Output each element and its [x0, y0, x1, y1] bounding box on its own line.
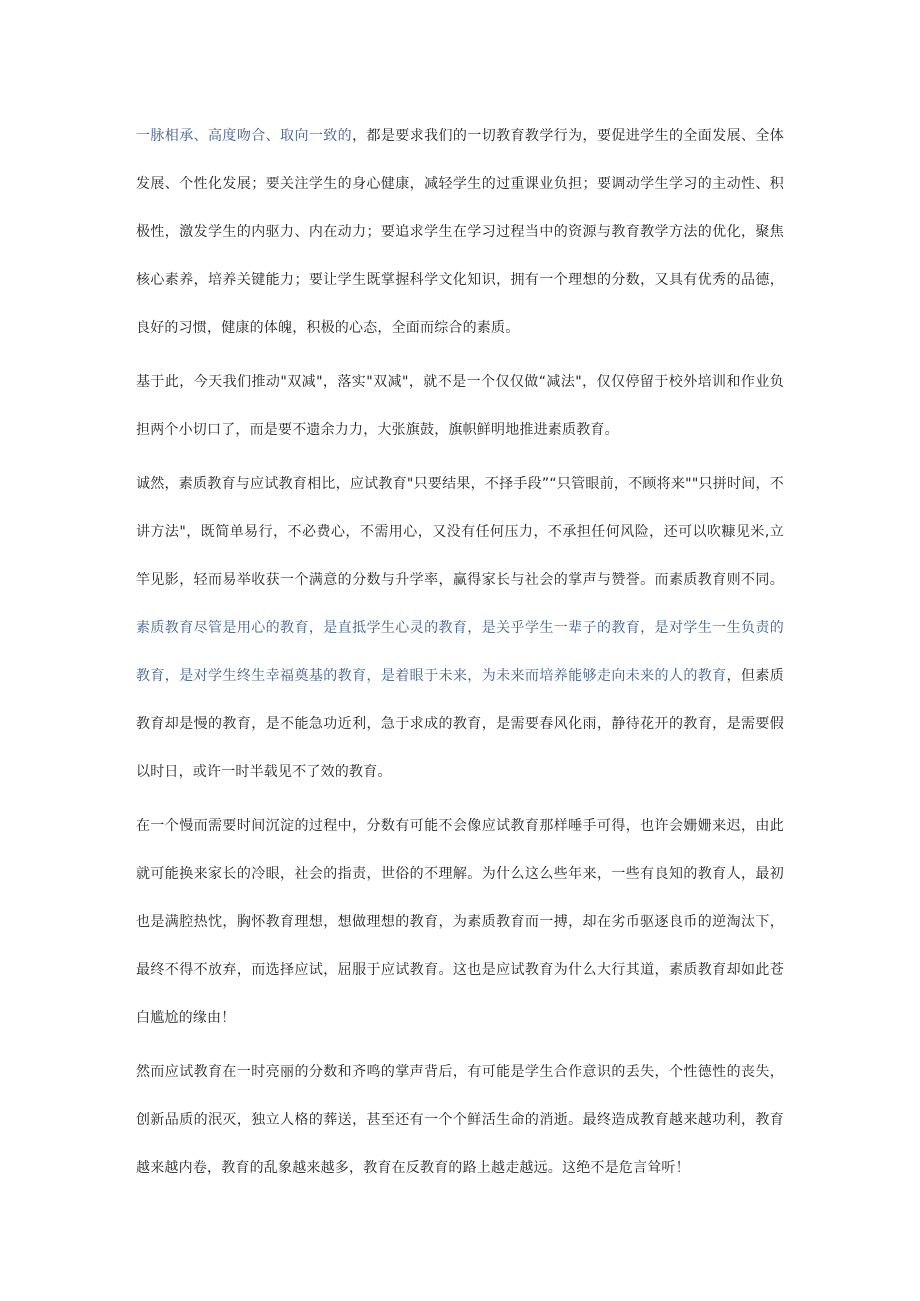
body-text: 诚然，素质教育与应试教育相比，应试教育"只要结果，不择手段”“只管眼前，不顾将来""只拼时间，不讲方法"，既简单易行，不必费心，不需用心，又没有任何压力，不承担任何风险，还可以吹糠见米,立竿见影，轻而易举收获一个满意的分数与升学率，赢得家长与社会的掌声与赞誉。而素质教育则不同。	[136, 476, 784, 588]
highlighted-text: 一脉相承、高度吻合、取向一致的	[136, 128, 353, 144]
body-text: 然而应试教育在一时亮丽的分数和齐鸣的掌声背后，有可能是学生合作意识的丢失，个性德性的丧失，创新品质的泯灭，独立人格的葬送，甚至还有一个个鲜活生命的消逝。最终造成教育越来越功利，教育越来越内卷，教育的乱象越来越多，教育在反教育的路上越走越远。这绝不是危言耸听！	[136, 1064, 784, 1176]
paragraph-5	[136, 1048, 784, 1192]
document-body	[136, 112, 784, 1198]
paragraph-2	[136, 358, 784, 454]
body-text: 在一个慢而需要时间沉淀的过程中，分数有可能不会像应试教育那样唾手可得，也许会姗姗来迟，由此就可能换来家长的冷眼，社会的指责，世俗的不理解。为什么这么些年来，一些有良知的教育人，最初也是满腔热忱，胸怀教育理想，想做理想的教育，为素质教育而一搏，却在劣币驱逐良币的逆淘汰下，最终不得不放弃，而选择应试，屈服于应试教育。这也是应试教育为什么大行其道，素质教育却如此苍白尴尬的缘由！	[136, 818, 784, 1026]
paragraph-4	[136, 802, 784, 1042]
body-text: 基于此，今天我们推动"双减"，落实"双减"，就不是一个仅仅做“减法"，仅仅停留于校外培训和作业负担两个小切口了，而是要不遗余力力，大张旗鼓，旗帜鲜明地推进素质教育。	[136, 374, 784, 438]
paragraph-3	[136, 460, 784, 796]
highlighted-text: 素质教育尽管是用心的教育，是直抵学生心灵的教育，是关乎学生一辈子的教育，是对学生一生负责的教育，是对学生终生幸福奠基的教育，是着眼于未来，为未来而培养能够走向未来的人的教育	[136, 620, 784, 684]
body-text: ，但素质教育却是慢的教育，是不能急功近利，急于求成的教育，是需要春风化雨，静待花开的教育，是需要假以时日，或许一时半载见不了效的教育。	[136, 668, 784, 780]
paragraph-1	[136, 112, 784, 352]
body-text: ，都是要求我们的一切教育教学行为，要促进学生的全面发展、全体发展、个性化发展；要关注学生的身心健康，减轻学生的过重课业负担；要调动学生学习的主动性、积极性，激发学生的内驱力、内在动力；要追求学生在学习过程当中的资源与教育教学方法的优化，聚焦核心素养，培养关键能力；要让学生既掌握科学文化知识，拥有一个理想的分数，又具有优秀的品德，良好的习惯，健康的体魄，积极的心态，全面而综合的素质。	[136, 128, 785, 336]
